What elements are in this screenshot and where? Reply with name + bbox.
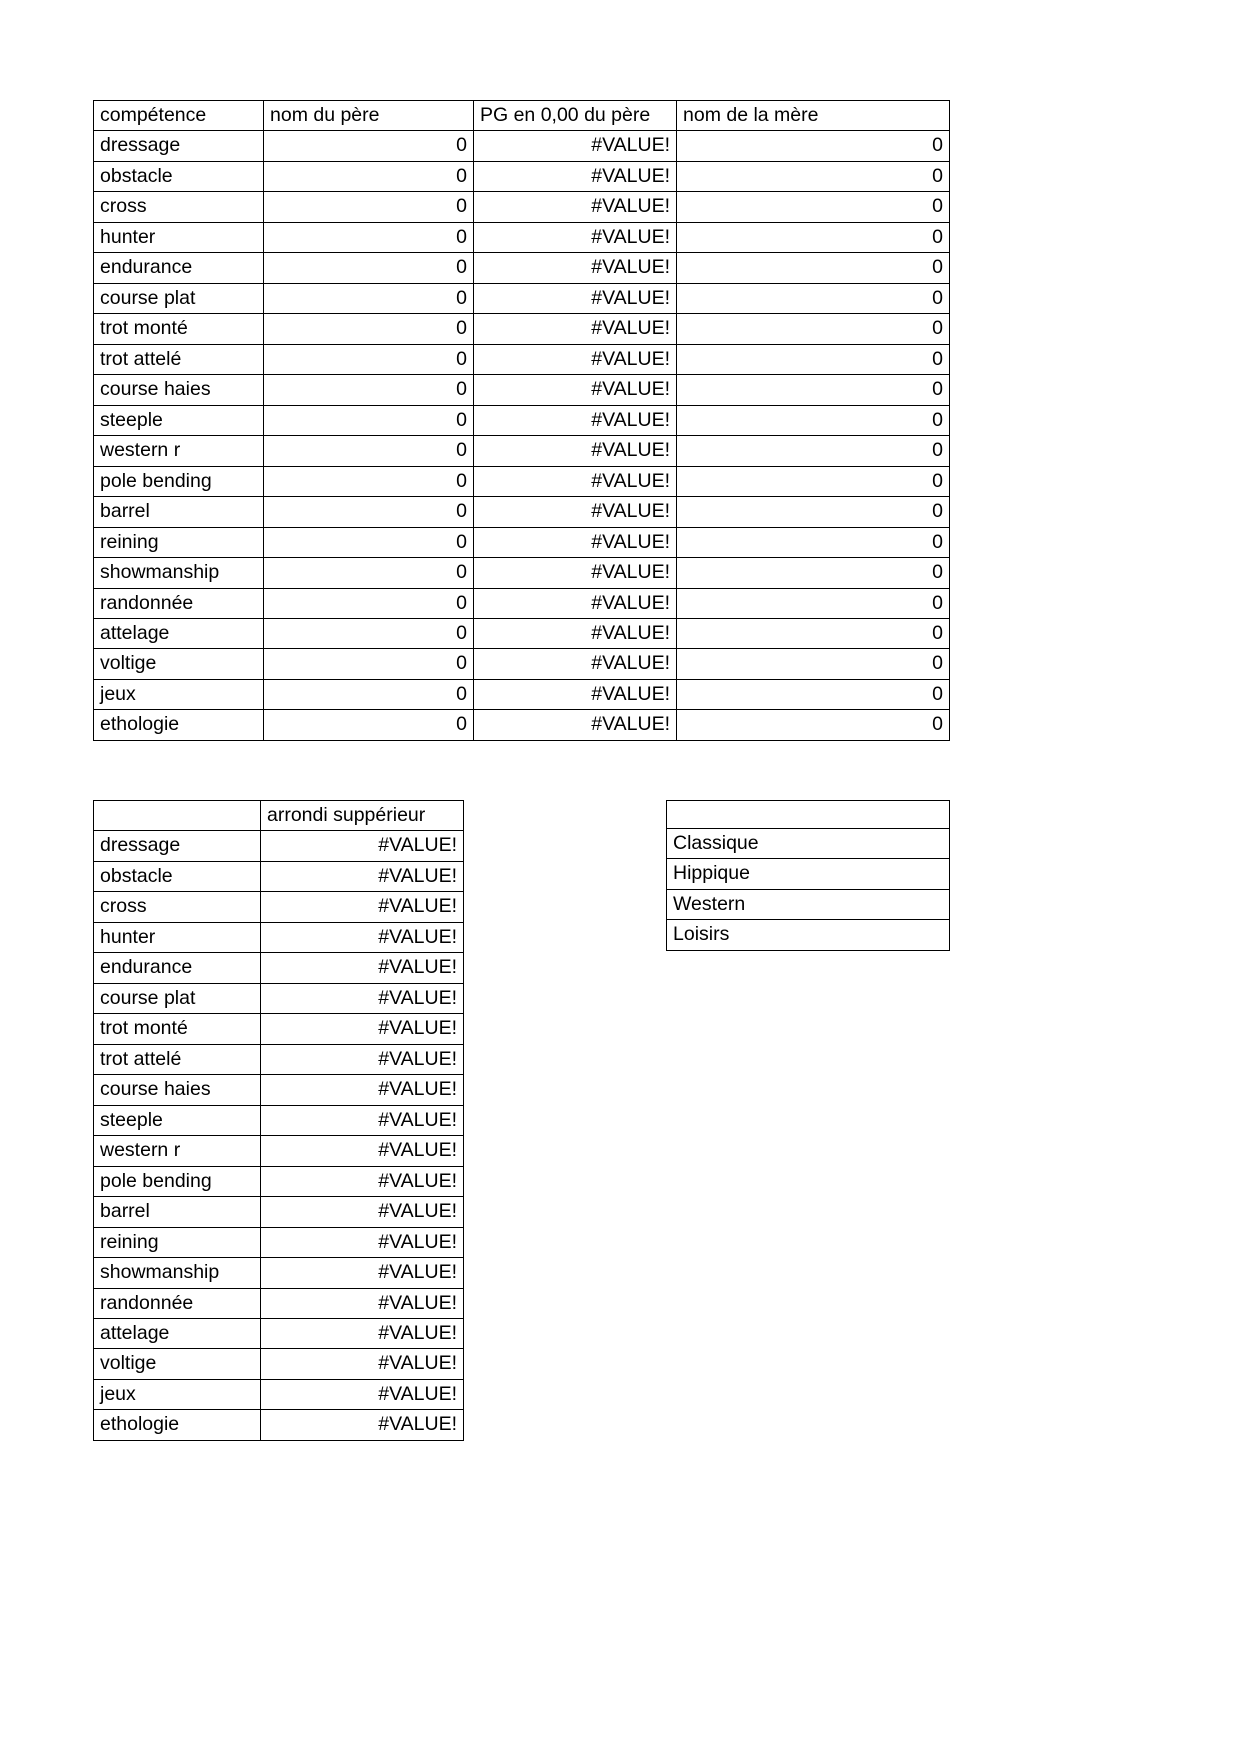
cell-competence: western r — [94, 436, 264, 466]
arrondi-table-header-row — [94, 801, 464, 831]
cell-pg-du-pere: #VALUE! — [474, 375, 677, 405]
cell-arrondi-superieur: #VALUE! — [261, 1197, 464, 1227]
table-row — [94, 192, 950, 222]
table-row — [94, 1044, 464, 1074]
cell-competence: western r — [94, 1136, 261, 1166]
cell-arrondi-superieur: #VALUE! — [261, 1227, 464, 1257]
column-header-competence: compétence — [94, 101, 264, 131]
column-header-arrondi-superieur: arrondi suppérieur — [261, 801, 464, 831]
cell-nom-du-pere: 0 — [264, 527, 474, 557]
cell-arrondi-superieur: #VALUE! — [261, 1014, 464, 1044]
cell-competence: jeux — [94, 679, 264, 709]
table-row — [94, 1014, 464, 1044]
parents-competence-table — [93, 100, 950, 741]
cell-pg-du-pere: #VALUE! — [474, 618, 677, 648]
cell-pg-du-pere: #VALUE! — [474, 253, 677, 283]
cell-nom-de-la-mere: 0 — [677, 375, 950, 405]
cell-nom-du-pere: 0 — [264, 558, 474, 588]
parents-table-header-row — [94, 101, 950, 131]
table-row — [94, 1105, 464, 1135]
cell-pg-du-pere: #VALUE! — [474, 161, 677, 191]
cell-discipline: Hippique — [667, 859, 950, 889]
table-row — [94, 892, 464, 922]
cell-competence: pole bending — [94, 1166, 261, 1196]
cell-nom-de-la-mere: 0 — [677, 131, 950, 161]
cell-nom-du-pere: 0 — [264, 222, 474, 252]
cell-competence: trot attelé — [94, 1044, 261, 1074]
cell-competence: dressage — [94, 831, 261, 861]
cell-arrondi-superieur: #VALUE! — [261, 1166, 464, 1196]
cell-nom-de-la-mere: 0 — [677, 314, 950, 344]
disciplines-table-body — [667, 829, 950, 951]
table-header-row — [94, 101, 950, 131]
cell-competence: hunter — [94, 922, 261, 952]
cell-pg-du-pere: #VALUE! — [474, 679, 677, 709]
table-row — [94, 679, 950, 709]
cell-competence: endurance — [94, 253, 264, 283]
cell-nom-du-pere: 0 — [264, 344, 474, 374]
cell-competence: attelage — [94, 618, 264, 648]
cell-nom-du-pere: 0 — [264, 375, 474, 405]
cell-nom-de-la-mere: 0 — [677, 527, 950, 557]
cell-pg-du-pere: #VALUE! — [474, 314, 677, 344]
cell-nom-de-la-mere: 0 — [677, 192, 950, 222]
table-row — [94, 222, 950, 252]
cell-nom-du-pere: 0 — [264, 405, 474, 435]
cell-competence: course plat — [94, 983, 261, 1013]
cell-competence: barrel — [94, 1197, 261, 1227]
table-row — [94, 1318, 464, 1348]
cell-arrondi-superieur: #VALUE! — [261, 1349, 464, 1379]
table-row — [94, 1197, 464, 1227]
table-row — [94, 283, 950, 313]
cell-competence: reining — [94, 1227, 261, 1257]
cell-competence: randonnée — [94, 588, 264, 618]
cell-nom-de-la-mere: 0 — [677, 436, 950, 466]
cell-competence: obstacle — [94, 161, 264, 191]
table-row — [94, 953, 464, 983]
table-row — [94, 1075, 464, 1105]
cell-arrondi-superieur: #VALUE! — [261, 1136, 464, 1166]
cell-nom-de-la-mere: 0 — [677, 161, 950, 191]
cell-nom-du-pere: 0 — [264, 161, 474, 191]
cell-competence: course haies — [94, 1075, 261, 1105]
cell-competence: ethologie — [94, 710, 264, 740]
cell-arrondi-superieur: #VALUE! — [261, 1379, 464, 1409]
cell-discipline: Western — [667, 889, 950, 919]
cell-nom-de-la-mere: 0 — [677, 222, 950, 252]
cell-pg-du-pere: #VALUE! — [474, 405, 677, 435]
cell-discipline: Loisirs — [667, 920, 950, 950]
cell-competence: pole bending — [94, 466, 264, 496]
cell-nom-du-pere: 0 — [264, 618, 474, 648]
cell-nom-du-pere: 0 — [264, 131, 474, 161]
table-row — [94, 1288, 464, 1318]
cell-competence: dressage — [94, 131, 264, 161]
cell-competence: hunter — [94, 222, 264, 252]
cell-pg-du-pere: #VALUE! — [474, 558, 677, 588]
cell-arrondi-superieur: #VALUE! — [261, 1318, 464, 1348]
column-header-blank-disciplines — [667, 801, 950, 829]
table-row — [94, 983, 464, 1013]
cell-nom-de-la-mere: 0 — [677, 679, 950, 709]
table-row — [94, 1227, 464, 1257]
cell-nom-de-la-mere: 0 — [677, 497, 950, 527]
table-row — [94, 375, 950, 405]
table-row — [94, 253, 950, 283]
table-row — [94, 1258, 464, 1288]
column-header-blank — [94, 801, 261, 831]
cell-nom-de-la-mere: 0 — [677, 405, 950, 435]
table-row — [94, 314, 950, 344]
table-row — [94, 527, 950, 557]
table-row — [94, 1349, 464, 1379]
cell-arrondi-superieur: #VALUE! — [261, 892, 464, 922]
list-item — [667, 920, 950, 950]
cell-nom-du-pere: 0 — [264, 588, 474, 618]
cell-competence: randonnée — [94, 1288, 261, 1318]
arrondi-table — [93, 800, 464, 1441]
arrondi-table-body — [94, 831, 464, 1440]
cell-competence: cross — [94, 192, 264, 222]
table-row — [94, 618, 950, 648]
cell-pg-du-pere: #VALUE! — [474, 710, 677, 740]
cell-nom-du-pere: 0 — [264, 679, 474, 709]
cell-nom-de-la-mere: 0 — [677, 283, 950, 313]
cell-pg-du-pere: #VALUE! — [474, 588, 677, 618]
cell-pg-du-pere: #VALUE! — [474, 222, 677, 252]
cell-pg-du-pere: #VALUE! — [474, 527, 677, 557]
table-header-row — [94, 801, 464, 831]
cell-competence: showmanship — [94, 558, 264, 588]
cell-competence: cross — [94, 892, 261, 922]
table-row — [94, 831, 464, 861]
cell-nom-de-la-mere: 0 — [677, 649, 950, 679]
list-item — [667, 889, 950, 919]
cell-arrondi-superieur: #VALUE! — [261, 831, 464, 861]
cell-nom-du-pere: 0 — [264, 283, 474, 313]
cell-competence: attelage — [94, 1318, 261, 1348]
table-row — [94, 1136, 464, 1166]
cell-arrondi-superieur: #VALUE! — [261, 1410, 464, 1440]
table-row — [94, 131, 950, 161]
cell-competence: trot monté — [94, 1014, 261, 1044]
table-row — [94, 1379, 464, 1409]
cell-nom-de-la-mere: 0 — [677, 710, 950, 740]
cell-competence: voltige — [94, 1349, 261, 1379]
cell-nom-de-la-mere: 0 — [677, 588, 950, 618]
cell-nom-du-pere: 0 — [264, 192, 474, 222]
cell-competence: trot attelé — [94, 344, 264, 374]
cell-nom-du-pere: 0 — [264, 710, 474, 740]
table-row — [94, 861, 464, 891]
table-row — [94, 405, 950, 435]
cell-arrondi-superieur: #VALUE! — [261, 983, 464, 1013]
cell-competence: reining — [94, 527, 264, 557]
cell-pg-du-pere: #VALUE! — [474, 649, 677, 679]
table-row — [94, 558, 950, 588]
cell-discipline: Classique — [667, 829, 950, 859]
cell-arrondi-superieur: #VALUE! — [261, 1258, 464, 1288]
column-header-nom-du-pere: nom du père — [264, 101, 474, 131]
cell-nom-du-pere: 0 — [264, 253, 474, 283]
cell-arrondi-superieur: #VALUE! — [261, 861, 464, 891]
cell-competence: ethologie — [94, 1410, 261, 1440]
cell-competence: trot monté — [94, 314, 264, 344]
cell-competence: obstacle — [94, 861, 261, 891]
cell-arrondi-superieur: #VALUE! — [261, 1044, 464, 1074]
table-row — [94, 1410, 464, 1440]
cell-pg-du-pere: #VALUE! — [474, 283, 677, 313]
disciplines-table-header-row — [667, 801, 950, 829]
table-row — [94, 466, 950, 496]
cell-arrondi-superieur: #VALUE! — [261, 1288, 464, 1318]
cell-nom-du-pere: 0 — [264, 466, 474, 496]
table-header-row — [667, 801, 950, 829]
cell-competence: showmanship — [94, 1258, 261, 1288]
cell-competence: jeux — [94, 1379, 261, 1409]
cell-arrondi-superieur: #VALUE! — [261, 953, 464, 983]
list-item — [667, 829, 950, 859]
cell-competence: barrel — [94, 497, 264, 527]
cell-competence: steeple — [94, 1105, 261, 1135]
cell-competence: course plat — [94, 283, 264, 313]
cell-nom-du-pere: 0 — [264, 314, 474, 344]
column-header-nom-de-la-mere: nom de la mère — [677, 101, 950, 131]
table-row — [94, 922, 464, 952]
parents-table-body — [94, 131, 950, 740]
cell-nom-de-la-mere: 0 — [677, 466, 950, 496]
table-row — [94, 344, 950, 374]
cell-nom-de-la-mere: 0 — [677, 344, 950, 374]
disciplines-table — [666, 800, 950, 951]
cell-competence: steeple — [94, 405, 264, 435]
cell-pg-du-pere: #VALUE! — [474, 466, 677, 496]
column-header-pg-du-pere: PG en 0,00 du père — [474, 101, 677, 131]
cell-nom-de-la-mere: 0 — [677, 558, 950, 588]
table-row — [94, 1166, 464, 1196]
cell-competence: voltige — [94, 649, 264, 679]
cell-nom-du-pere: 0 — [264, 497, 474, 527]
table-row — [94, 710, 950, 740]
cell-pg-du-pere: #VALUE! — [474, 192, 677, 222]
table-row — [94, 649, 950, 679]
cell-pg-du-pere: #VALUE! — [474, 497, 677, 527]
table-row — [94, 436, 950, 466]
cell-nom-du-pere: 0 — [264, 649, 474, 679]
cell-nom-du-pere: 0 — [264, 436, 474, 466]
cell-pg-du-pere: #VALUE! — [474, 344, 677, 374]
cell-nom-de-la-mere: 0 — [677, 253, 950, 283]
cell-pg-du-pere: #VALUE! — [474, 131, 677, 161]
table-row — [94, 497, 950, 527]
cell-competence: course haies — [94, 375, 264, 405]
cell-arrondi-superieur: #VALUE! — [261, 1105, 464, 1135]
cell-arrondi-superieur: #VALUE! — [261, 922, 464, 952]
cell-nom-de-la-mere: 0 — [677, 618, 950, 648]
cell-competence: endurance — [94, 953, 261, 983]
table-row — [94, 588, 950, 618]
list-item — [667, 859, 950, 889]
table-row — [94, 161, 950, 191]
cell-pg-du-pere: #VALUE! — [474, 436, 677, 466]
cell-arrondi-superieur: #VALUE! — [261, 1075, 464, 1105]
